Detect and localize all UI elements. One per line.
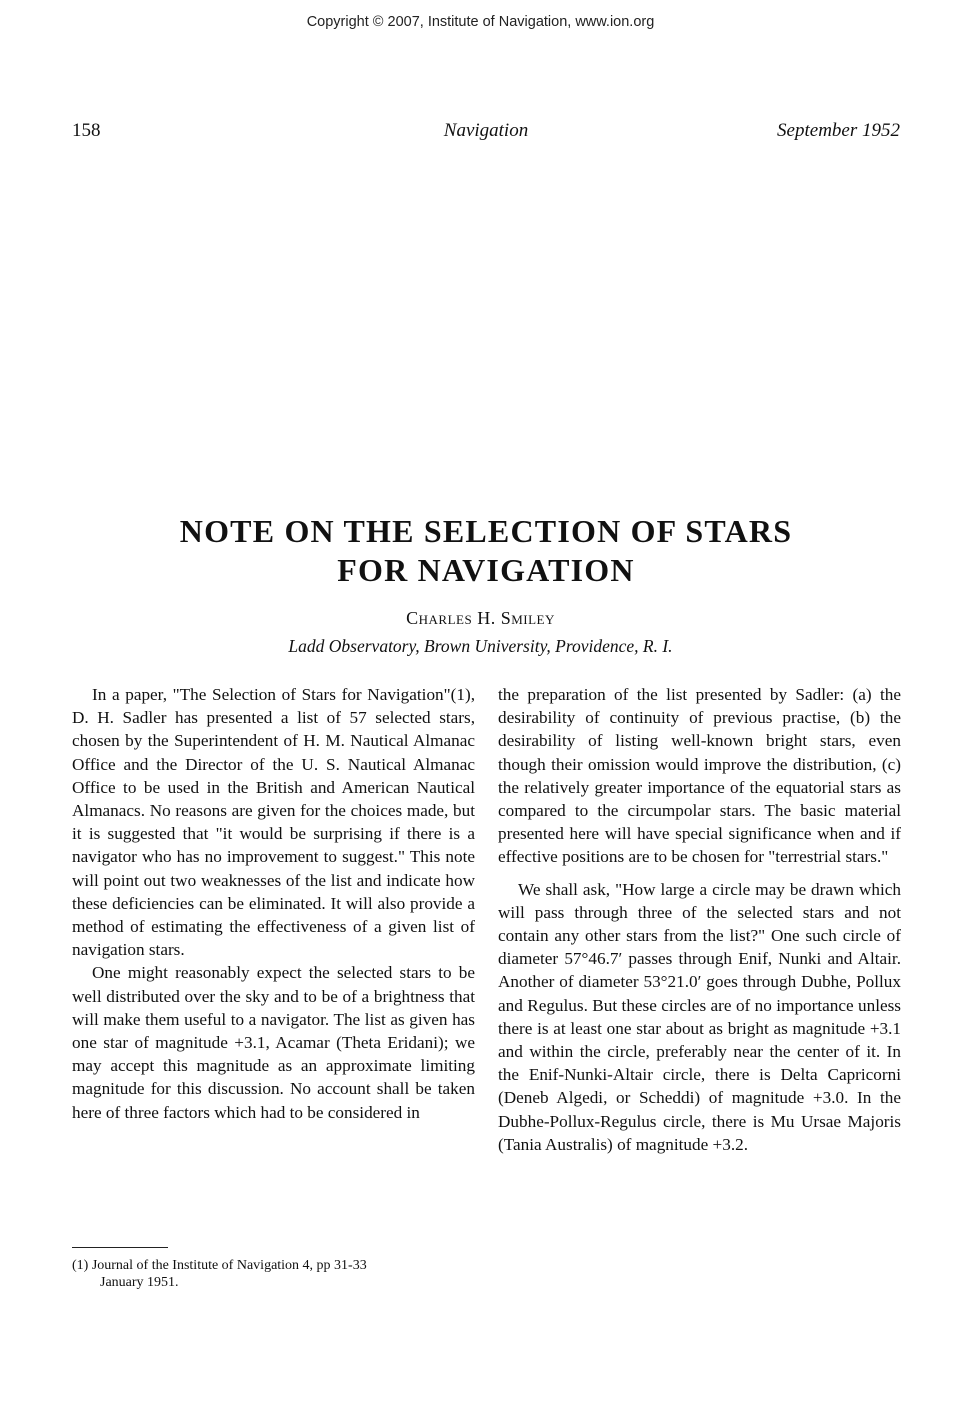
- article-title: [72, 512, 900, 590]
- running-head: [72, 120, 900, 144]
- author-name: Charles H. Smiley: [406, 608, 555, 628]
- footnote-line-1: (1) Journal of the Institute of Navigation 4, pp 31-33: [72, 1258, 367, 1273]
- paragraph-factors: the preparation of the list presented by Sadler: (a) the desirability of continuity of previous practise, (b) the desirability of listing well-known bright stars, even though their omission would improve the distribution, (c) the relatively greater importance of the equatorial stars as compared to the circumpolar stars. The basic material presented here will have special significance when and if effective positions are to be chosen for "terrestrial stars.": [498, 685, 901, 867]
- journal-name: Navigation: [443, 120, 529, 141]
- copyright-notice: Copyright © 2007, Institute of Navigation, www.ion.org: [306, 14, 655, 30]
- title-line-2: FOR NAVIGATION: [337, 552, 635, 588]
- author-affiliation: Ladd Observatory, Brown University, Providence, R. I.: [288, 636, 673, 656]
- title-line-1: NOTE ON THE SELECTION OF STARS: [179, 513, 793, 549]
- footnote: [72, 1257, 475, 1291]
- footnote-line-2: January 1951.: [100, 1275, 179, 1290]
- paragraph-distribution: One might reasonably expect the selected stars to be well distributed over the sky and to be of a brightness that will make them useful to a navigator. The list as given has one star of magnitude +3.1, Acamar (Theta Eridani); we may accept this magnitude as an approximate limiting magnitude for this discussion. No account shall be taken here of three factors which had to be considered in: [72, 963, 475, 1122]
- right-column: [498, 683, 901, 1156]
- issue-date: September 1952: [777, 120, 900, 141]
- left-column: [72, 683, 475, 1124]
- paragraph-intro: In a paper, "The Selection of Stars for Navigation"(1), D. H. Sadler has presented a list of 57 selected stars, chosen by the Superintendent of H. M. Nautical Almanac Office and the Director of the U. S. Nautical Almanac Office to be used in the British and American Nautical Almanacs. No reasons are given for the choices made, but it is suggested that "it would be surprising if there is a navigator who has no improvement to suggest." This note will point out two weaknesses of the list and indicate how these deficiencies can be eliminated. It will also provide a method of estimating the effectiveness of a given list of navigation stars.: [72, 685, 475, 960]
- footnote-rule: [72, 1247, 168, 1248]
- paragraph-circles: We shall ask, "How large a circle may be drawn which will pass through three of the selected stars and not contain any other stars from the list?" One such circle of diameter 57°46.7′ passes through Enif, Nunki and Altair. Another of diameter 53°21.0′ goes through Dubhe, Pollux and Regulus. But these circles are of no importance unless there is at least one star about as bright as magnitude +3.1 and within the circle, preferably near the center of it. In the Enif-Nunki-Altair circle, there is Delta Capricorni (Deneb Algedi, or Scheddi) of magnitude +3.0. In the Dubhe-Pollux-Regulus circle, there is Mu Ursae Majoris (Tania Australis) of magnitude +3.2.: [498, 879, 901, 1154]
- page-number: 158: [72, 120, 101, 141]
